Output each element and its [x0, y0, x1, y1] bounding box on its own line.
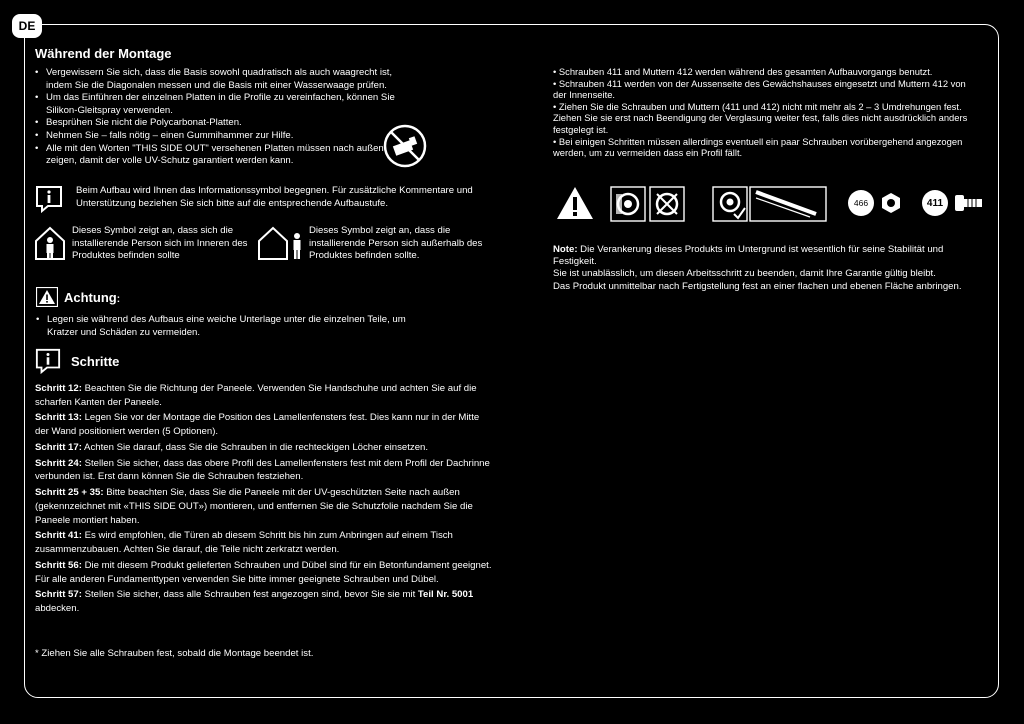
step-item: Schritt 13: Legen Sie vor der Montage die Position des Lamellenfensters fest. Dies kann nur in der Mitte der Wand positioniert werden (5 Optionen).	[35, 412, 480, 438]
list-item: • Um das Einführen der einzelnen Platten in die Profile zu vereinfachen, können Sie Silikon-Gleitspray verwenden.	[35, 92, 420, 117]
list-item: • Schrauben 411 and Muttern 412 werden während des gesamten Aufbauvorgangs benutzt.	[553, 66, 978, 78]
list-item: • Ziehen Sie die Schrauben und Muttern (411 und 412) nicht mit mehr als 2 – 3 Umdrehungen fest. Ziehen Sie sie erst nach Beendigung der Verglasung weiter fest, falls dies nicht ausdrücklich anders festgelegt ist.	[553, 101, 978, 136]
schritte-title: Schritte	[71, 353, 120, 369]
achtung-colon: :	[116, 293, 121, 305]
outside-symbol-text: Dieses Symbol zeigt an, dass die installierende Person sich außerhalb des Produktes befinden sollte.	[309, 225, 483, 262]
warning-icon	[36, 287, 58, 307]
info-symbol-row	[35, 185, 495, 213]
info-symbol-text: Beim Aufbau wird Ihnen das Informationssymbol begegnen. Für zusätzliche Kommentare und Unterstützung beziehen Sie sich bitte auf die entsprechende Aufbaustufe.	[76, 185, 473, 209]
note-line: Sie ist unablässlich, um diesen Arbeitsschritt zu beenden, damit Ihre Garantie gültig bleibt.	[553, 268, 936, 280]
person-outside-house-icon	[257, 225, 305, 261]
steps-list	[35, 382, 495, 616]
achtung-section	[36, 287, 456, 339]
list-item: • Legen sie während des Aufbaus eine weiche Unterlage unter die einzelnen Teile, um Kratzer und Schäden zu vermeiden.	[36, 314, 431, 339]
screw-notes-list	[553, 66, 978, 159]
montage-list	[35, 67, 420, 168]
list-item: • Alle mit den Worten "THIS SIDE OUT" versehenen Platten müssen nach außen zeigen, damit der volle UV-Schutz garantiert werden kann.	[35, 143, 386, 168]
note-line: Das Produkt unmittelbar nach Fertigstellung fest an einer flachen und ebenen Fläche anbringen.	[553, 280, 962, 292]
person-inside-house-icon	[34, 225, 66, 261]
inside-symbol-row	[34, 225, 254, 263]
part-badge-411: 411	[922, 190, 948, 216]
note-paragraph: Note: Die Verankerung dieses Produkts im Untergrund ist wesentlich für seine Stabilität und Festigkeit.	[553, 244, 944, 268]
list-item: • Schrauben 411 werden von der Aussenseite des Gewächshauses eingesetzt und Muttern 412 von der Innenseite.	[553, 78, 978, 101]
right-section	[553, 66, 978, 159]
warning-triangle-icon	[556, 186, 594, 220]
part-badges	[848, 190, 984, 216]
step-item: Schritt 41: Es wird empfohlen, die Türen ab diesem Schritt bis hin zum Anbringen auf einem Tisch zusammenzubauen. Achten Sie darauf, die Teile nicht zerkratzt werden.	[35, 530, 453, 556]
step-item: Schritt 25 + 35: Bitte beachten Sie, dass Sie die Paneele mit der UV-geschützten Seite nach außen (gekennzeichnet mit «THIS SIDE OUT») montieren, und entfernen Sie die Schutzfolie nachdem Sie die Paneele montiert haben.	[35, 487, 473, 526]
list-item: • Nehmen Sie – falls nötig – einen Gummihammer zur Hilfe.	[35, 130, 386, 143]
part-badge-466: 466	[848, 190, 874, 216]
step-item: Schritt 57: Stellen Sie sicher, dass alle Schrauben fest angezogen sind, bevor Sie sie mit Teil Nr. 5001 abdecken.	[35, 589, 474, 614]
step-item: Schritt 17: Achten Sie darauf, dass Sie die Schrauben in die rechteckigen Löcher einsetzen.	[35, 441, 429, 453]
montage-title: Während der Montage	[35, 46, 172, 61]
nut-icon	[880, 192, 902, 214]
step-item: Schritt 56: Die mit diesem Produkt gelieferten Schrauben und Dübel sind für ein Betonfundament geeignet. Für alle anderen Fundamenttypen verwenden Sie bitte immer geeignete Schrauben und Dübel.	[35, 559, 492, 585]
step-item: Schritt 12: Beachten Sie die Richtung der Paneele. Verwenden Sie Handschuhe und achten Sie auf die scharfen Kanten der Paneele.	[35, 383, 477, 408]
info-icon	[35, 185, 63, 213]
inside-symbol-text: Dieses Symbol zeigt an, dass sich die installierende Person sich im Inneren des Produktes befinden sollte	[72, 225, 248, 262]
montage-section	[35, 46, 435, 168]
list-item: • Besprühen Sie nicht die Polycarbonat-Platten.	[35, 117, 420, 130]
list-item: • Bei einigen Schritten müssen allerdings eventuell ein paar Schrauben vorübergehend angezogen werden, um zu vermeiden dass ein Profil fällt.	[553, 136, 978, 159]
schritte-section	[35, 348, 495, 618]
screwdriver-icon	[712, 186, 828, 222]
info-icon	[35, 348, 61, 374]
no-spray-icon	[382, 123, 428, 169]
note-section	[553, 244, 978, 293]
footnote: * Ziehen Sie alle Schrauben fest, sobald die Montage beendet ist.	[35, 648, 314, 659]
outside-symbol-row	[257, 225, 497, 263]
list-item: • Vergewissern Sie sich, dass die Basis sowohl quadratisch als auch waagrecht ist, indem Sie die Diagonalen messen und die Basis mit einer Wasserwaage prüfen.	[35, 67, 420, 92]
bolt-icon	[954, 192, 984, 214]
step-item: Schritt 24: Stellen Sie sicher, dass das obere Profil des Lamellenfensters fest mit dem Profil der Dachrinne verbunden ist. Erst dann können Sie die Schrauben festziehen.	[35, 457, 490, 483]
achtung-list	[36, 314, 431, 339]
nut-tool-icon	[610, 186, 686, 222]
achtung-title: Achtung	[64, 289, 117, 305]
language-badge: DE	[12, 14, 42, 38]
